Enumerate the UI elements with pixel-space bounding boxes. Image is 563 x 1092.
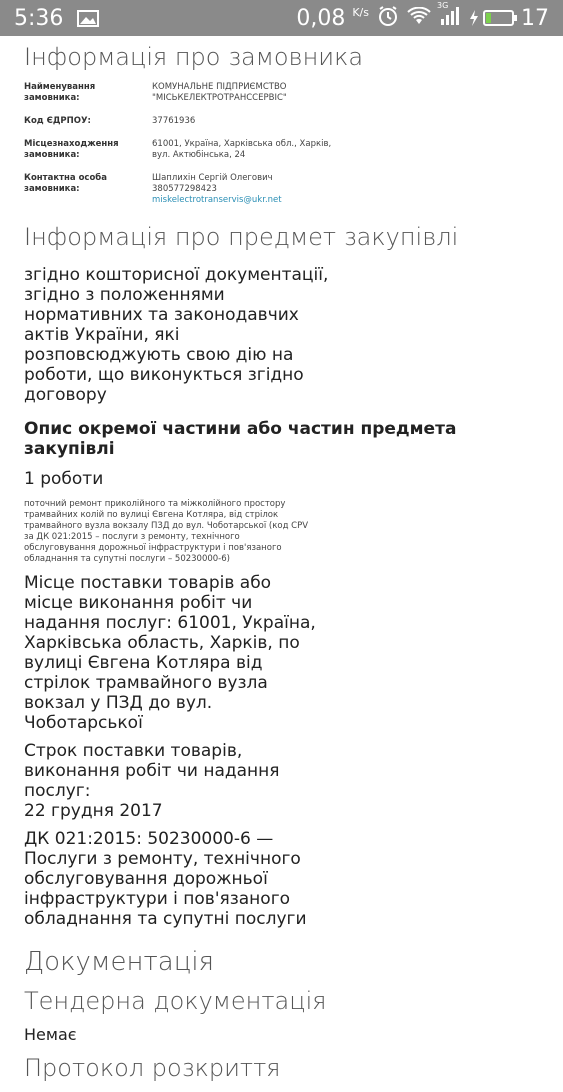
field-label: Контактна особа замовника: [24, 173, 107, 195]
part-heading: Опис окремої частини або частин предмета закупівлі [24, 418, 457, 459]
delivery-term [24, 741, 324, 821]
field-label: Місцезнаходження замовника: [24, 139, 119, 161]
customer-address-row [24, 139, 534, 161]
cell-signal-icon: 3G [439, 7, 461, 29]
wifi-icon [407, 7, 431, 29]
customer-contact-row [24, 173, 534, 206]
lot-title: 1 роботи [24, 468, 104, 489]
status-bar [0, 0, 563, 36]
network-speed: 0,08 $^{K/s}$ [296, 5, 369, 31]
page-content [24, 36, 534, 1092]
battery-icon: 17 [469, 6, 549, 31]
subject-heading: Інформація про предмет закупівлі [24, 223, 459, 252]
status-time: 5:36 [14, 5, 64, 31]
delivery-term-label: Строк поставки товарів, виконання робіт чи надання послуг: [24, 740, 280, 801]
field-value: 61001, Україна, Харківська обл., Харків, вул. Актюбінська, 24 [152, 139, 332, 161]
contact-email-link[interactable]: miskelectrotranservis@ukr.net [152, 195, 282, 206]
field-value [152, 173, 352, 206]
tender-docs-heading: Тендерна документація [24, 986, 327, 1015]
field-value: КОМУНАЛЬНЕ ПІДПРИЄМСТВО "МІСЬКЕЛЕКТРОТРАНССЕРВІС" [152, 82, 287, 104]
contact-phone[interactable]: 380577298423 [152, 184, 217, 195]
customer-code-row [24, 116, 534, 127]
customer-name-row [24, 82, 534, 104]
subject-text: згідно кошторисної документації, згідно з положеннями нормативних та законодавчих актів України, які розповсюджують свою дію на роботи, що виконукться згідно договору [24, 264, 329, 405]
delivery-term-value: 22 грудня 2017 [24, 800, 163, 821]
lot-description: поточний ремонт приколійного та міжколійного простору трамвайних колій по вулиці Євгена Котляра, від стрілок трамвайного вузла вокзалу ПЗД до вул. Чоботарської (код CPV за ДК 021:2015 – послуги з ремонту, технічного обслуговування дорожньої інфраструктури і пов'язаного обладнання та супутні послуги – 50230000-6) [24, 498, 309, 564]
image-notification-icon [77, 10, 99, 27]
customer-heading: Інформація про замовника [24, 43, 364, 71]
dk-classification: ДК 021:2015: 50230000-6 — Послуги з ремонту, технічного обслуговування дорожньої інфраструктури і пов'язаного обладнання та супутні послуги [24, 828, 307, 929]
delivery-place: Місце поставки товарів або місце виконання робіт чи надання послуг: 61001, Україна, Харківська область, Харків, по вулиці Євгена Котляра від стрілок трамвайного вузла вокзал у ПЗД до вул. Чоботарської [24, 572, 316, 733]
documentation-heading: Документація [24, 946, 215, 977]
field-value: 37761936 [152, 116, 196, 127]
contact-name: Шаплихін Сергій Олегович [152, 173, 273, 184]
tender-docs-none: Немає [24, 1024, 77, 1044]
field-label: Код ЄДРПОУ: [24, 116, 91, 127]
protocol-heading: Протокол розкриття [24, 1053, 281, 1082]
alarm-icon [377, 5, 399, 31]
field-label: Найменування замовника: [24, 82, 96, 104]
